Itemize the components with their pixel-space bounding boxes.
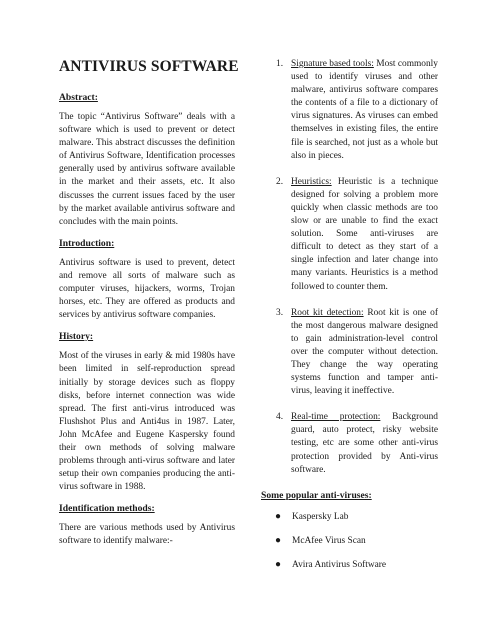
introduction-heading: Introduction:	[59, 237, 115, 249]
abstract-text: The topic “Antivirus Software” deals with a software which is used to prevent or detect malware. This abstract discusses the definition of Antivirus Software, Identification processes generally used by antivirus software available in the market and their assets, etc. It also discusses the current issues faced by the user by the market available antivirus software and concludes with the main points.	[59, 112, 235, 227]
list-item-label: Avira Antivirus Software	[292, 559, 387, 570]
method-term: Root kit detection:	[291, 307, 364, 318]
left-column	[59, 58, 239, 558]
list-item	[262, 535, 438, 548]
method-item	[262, 176, 438, 294]
bullet-icon: ●	[275, 558, 282, 570]
identification-heading: Identification methods:	[59, 503, 155, 515]
right-column	[262, 58, 438, 583]
introduction-text: Antivirus software is used to prevent, detect and remove all sorts of malware such as computer viruses, hijackers, worms, Trojan horses, etc. They are offered as products and services by antivirus software companies.	[59, 257, 235, 321]
method-term: Real-time protection:	[291, 412, 381, 423]
method-text: Heuristic is a technique designed for solving a problem more quickly when classic methods are too slow or are unable to find the exact solution. Some anti-viruses are difficult to detect as they start of a single infection and later change into many variants. Heuristics is a method followed to counter them.	[291, 176, 438, 292]
methods-list	[262, 58, 438, 477]
method-text: Background guard, auto protect, risky website testing, etc are some other anti-virus protection provided by Anti-virus software.	[291, 412, 438, 475]
method-term: Signature based tools:	[291, 59, 374, 69]
list-item-label: McAfee Virus Scan	[292, 535, 366, 546]
history-heading: History:	[59, 331, 94, 343]
method-item	[262, 307, 438, 399]
method-number: 1.	[276, 59, 284, 69]
method-item	[262, 58, 438, 163]
method-term: Heuristics:	[291, 176, 332, 187]
list-item	[262, 559, 438, 572]
popular-heading: Some popular anti-viruses:	[261, 489, 372, 501]
method-number: 2.	[276, 176, 284, 187]
identification-text: There are various methods used by Antivirus software to identify malware:-	[59, 523, 235, 547]
popular-list	[262, 511, 438, 572]
history-text: Most of the viruses in early & mid 1980s have been limited in self-reproduction spread initially by storage devices such as floppy disks, before internet connection was wide spread. The first anti-virus introduced was Flushshot Plus and Anti4us in 1987. Later, John McAfee and Eugene Kaspersky found their own methods of solving malware problems through anti-virus software and later setup their own companies producing the anti-virus software in 1988.	[59, 351, 235, 493]
bullet-icon: ●	[275, 534, 282, 546]
list-item	[262, 511, 438, 524]
bullet-icon: ●	[275, 510, 282, 522]
method-text: Root kit is one of the most dangerous malware designed to gain administration-level control over the computer without detection. They change the way operating systems function and tamper anti-virus, leaving it ineffective.	[291, 307, 438, 397]
method-item	[262, 411, 438, 476]
method-number: 4.	[276, 412, 284, 423]
document-title: ANTIVIRUS SOFTWARE	[59, 58, 239, 75]
abstract-heading: Abstract:	[59, 92, 98, 103]
list-item-label: Kaspersky Lab	[292, 511, 349, 522]
method-number: 3.	[276, 307, 284, 318]
method-text: Most commonly used to identify viruses and other malware, antivirus software compares the contents of a file to a dictionary of virus signatures. As viruses can embed themselves in existing files, the entire file is searched, not just as a whole but also in pieces.	[291, 59, 438, 161]
